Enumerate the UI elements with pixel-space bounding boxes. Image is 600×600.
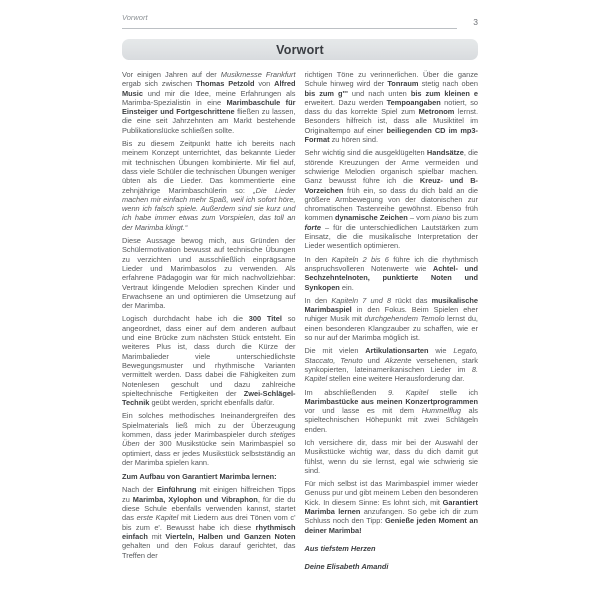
text-run: Marimbaschule für Einsteiger und Fortgeschrittene xyxy=(122,97,296,117)
paragraph xyxy=(122,485,296,559)
text-columns xyxy=(122,70,478,572)
text-run: Zum Aufbau von Garantiert Marimba lernen: xyxy=(122,472,277,482)
text-run: Hummelflug xyxy=(421,406,461,416)
paragraph xyxy=(305,255,479,292)
text-run: lernst du, einen besonderen Klangzauber zu schaffen, wie er so nur auf der Marimba möglich ist. xyxy=(304,314,478,343)
text-run: führe ich die rhythmisch anspruchsvolleren Notenwerte wie xyxy=(304,254,478,273)
text-run: Ich versichere dir, dass mir bei der Auswahl der Musikstücke wichtig war, dass du dich damit gut fühlst, wenn du sie lernst, egal wie schwierig sie sind. xyxy=(304,437,478,475)
text-run: stelle ich xyxy=(428,387,479,397)
text-run: gehalten und den Fokus darauf gerichtet, das Treffen der xyxy=(122,541,296,560)
text-run: Handsätze xyxy=(426,148,464,158)
running-header-rule xyxy=(122,7,457,29)
text-run: Akzente xyxy=(384,355,412,365)
paragraph xyxy=(122,411,296,467)
running-title: Vorwort xyxy=(122,13,148,22)
text-run: piano xyxy=(432,213,451,223)
text-run: Kreuz- und B-Vorzeichen xyxy=(304,176,478,195)
paragraph xyxy=(305,296,479,342)
text-run: rückt das xyxy=(391,295,432,305)
text-run: Thomas Petzold xyxy=(196,79,255,89)
text-run: beiliegenden CD im mp3-Format xyxy=(304,125,478,145)
text-run: wie xyxy=(428,346,454,356)
text-run: Deine Elisabeth Amandi xyxy=(304,562,389,572)
text-run: Diese Aussage bewog mich, aus Gründen der Schülermotivation bewusst auf technische Übungen zu verzichten und ausschließlich einprägsame Lieder und Marimbasolos zu verwenden. Als erfahrene Pädagogin war für mich nachvollziehbar: Vertraut klingende Melodien sprechen Kinder und Erwachsene an und optimieren die Umsetzung auf der Marimba. xyxy=(122,236,296,311)
text-run: Marimbastücke aus meinen Konzertprogrammen xyxy=(304,396,478,406)
text-run: Logisch durchdacht habe ich die xyxy=(122,314,249,324)
section-title: Vorwort xyxy=(276,42,324,57)
text-run: In den xyxy=(304,295,332,305)
text-run: stetiges Üben xyxy=(122,429,296,449)
text-run: 300 Titel xyxy=(248,314,282,324)
paragraph xyxy=(122,236,296,310)
text-run: bis zum xyxy=(450,213,478,223)
column-right xyxy=(305,70,479,572)
text-run: Tempoangaben xyxy=(386,97,441,107)
text-run: in den Fokus. Beim Spielen eher ruhiger Musik mit xyxy=(304,305,478,324)
text-run: In den xyxy=(304,254,332,264)
text-run: zu hören sind. xyxy=(329,135,379,145)
text-run: notiert, so dass du das korrekte Spiel zum xyxy=(304,97,479,117)
paragraph xyxy=(305,346,479,383)
section-title-bar xyxy=(122,39,478,60)
text-run: stellen eine weitere Herausforderung dar. xyxy=(327,374,465,384)
text-run: 8. Kapitel xyxy=(304,364,478,384)
text-run: forte xyxy=(304,222,321,232)
text-run: richtigen Töne zu verinnerlichen. Über die ganze Schule hinweg wird der xyxy=(304,70,478,89)
text-run: Legato, Staccato, Tenuto xyxy=(304,346,478,365)
paragraph xyxy=(122,314,296,407)
text-run: erweitert. Dazu werden xyxy=(304,97,387,107)
text-run: Zwei-Schlägel-Technik xyxy=(122,388,296,408)
text-run: stetig nach oben xyxy=(418,79,478,89)
text-run: Metronom xyxy=(418,107,455,117)
text-run: rhythmisch einfach xyxy=(122,522,296,541)
text-run: von xyxy=(254,79,275,89)
text-run: – vom xyxy=(407,213,433,223)
text-run: Vor einigen Jahren auf der xyxy=(122,70,221,79)
text-run: Vierteln, Halben und Ganzen Noten xyxy=(165,531,296,541)
signature-line xyxy=(305,562,479,571)
text-run: Aus tiefstem Herzen xyxy=(304,543,376,553)
text-run: Für mich selbst ist das Marimbaspiel immer wieder Genuss pur und gibt meinem Leben den besonderen Kick. In diesem Sinne: Es lohnt sich, mit xyxy=(304,479,478,507)
text-run: mit xyxy=(147,531,166,541)
text-run: ergab sich zwischen xyxy=(122,79,197,89)
text-run: früh ein, so dass du dich bald an die größere Armbewegung von der diatonischen zur chromatischen Tastenreihe gewöhnst. Ebenso früh kommen xyxy=(304,185,478,223)
text-run: und mir die Idee, meine Erfahrungen als Marimba-Spezialistin in eine xyxy=(122,88,296,107)
text-run: fließen zu lassen, die eine seit Jahrzehnten am Markt bestehende Publikationslücke schließen sollte. xyxy=(122,107,296,135)
text-run: Artikulationsarten xyxy=(365,346,429,356)
text-run: Kapiteln 7 und 8 xyxy=(331,295,392,305)
text-run: – für die unterschiedlichen Lautstärken zum Einsatz, die die musikalische Interpretation der Lieder wesentlich optimieren. xyxy=(304,222,478,251)
paragraph xyxy=(305,388,479,434)
page-number: 3 xyxy=(473,17,478,27)
paragraph xyxy=(122,139,296,232)
text-run: versehenen, stark synkopierten, lateinamerikanischen Lieder im xyxy=(304,355,478,374)
text-run: anzufangen. So gebe ich dir zum Schluss noch den Tipp: xyxy=(304,507,478,526)
text-run: vor und lasse es mit dem xyxy=(304,406,422,416)
paragraph xyxy=(122,70,296,135)
text-run: so angeordnet, dass einer auf dem anderen aufbaut und eine Brücke zum nächsten Stück entsteht. Ein weiteres Plus ist, dass durch die Kürze der Marimbalieder viele unterschiedlichste Bewegungsmuster und rhythmische Varianten vermittelt werden. Dass dabei die Fähigkeiten zum Notenlesen geschult und dazu zahlreiche spieltechnische Fertigkeiten der xyxy=(122,314,296,398)
text-run: Die mit vielen xyxy=(304,346,366,356)
text-run: Sehr wichtig sind die ausgeklügelten xyxy=(304,148,427,158)
section-heading xyxy=(122,472,296,481)
text-run: als spieltechnischen Höhepunkt mit zwei Schlägeln enden. xyxy=(304,406,478,434)
column-left xyxy=(122,70,296,572)
book-page xyxy=(122,0,478,572)
paragraph xyxy=(305,148,479,250)
text-run: Garantiert Marimba lernen xyxy=(304,497,478,517)
text-run: Kapiteln 2 bis 6 xyxy=(331,254,389,264)
text-run: mit einigen hilfreichen Tipps zu xyxy=(122,485,296,504)
running-header xyxy=(122,7,478,29)
text-run: Ein solches methodisches Ineinandergreifen des Spielmaterials ließ mich zu der Überzeugung kommen, dass jeder Marimbaspieler durch xyxy=(122,411,296,439)
text-run: Alfred Music xyxy=(122,79,296,98)
paragraph xyxy=(305,438,479,475)
signature-line xyxy=(305,544,479,553)
text-run: Bis zu diesem Zeitpunkt hatte ich bereits nach meinem Konzept unterrichtet, das bekannte Lieder mit technischen Übungen kombinierte. Mir fiel auf, dass viele Schüler die technischen Übungen weniger übten als die Lieder. Das kommentierte eine zehnjährige Marimbaschülerin so: xyxy=(122,139,296,195)
text-run: Achtel- und Sechzehntelnoten, punktierte Noten und Synkopen xyxy=(304,263,478,292)
text-run: bis zum kleinen e xyxy=(410,88,478,98)
text-run: , für die du diese Schule ebenfalls verwenden kannst, startet das xyxy=(122,494,296,523)
text-run: ein. xyxy=(339,282,354,292)
text-run: lernst. Besonders hilfreich ist, dass alle Musiktitel im Originaltempo auf einer xyxy=(304,107,478,135)
text-run: Nach der xyxy=(122,485,157,495)
text-run: Im abschließenden xyxy=(304,387,388,397)
text-run: dynamische Zeichen xyxy=(334,213,408,223)
text-run: geübt werden, spricht ebenfalls dafür. xyxy=(149,398,275,408)
text-run: Marimba, Xylophon und Vibraphon xyxy=(132,494,258,504)
text-run: Einführung xyxy=(156,485,197,495)
text-run: durchgehendem Temolo xyxy=(364,314,445,324)
text-run: , die störende Kreuzungen der Arme vermeiden und schwierige Melodien organisch spielbar machen. Ganz bewusst führe ich die xyxy=(304,148,478,186)
text-run: und xyxy=(362,355,385,365)
text-run: „Die Lieder machen mir einfach mehr Spaß, weil ich sofort höre, wenn ich falsch spiele. Außerdem sind sie kurz und ich habe immer etwas zum Vorspielen, das toll an der Marimba klingt.“ xyxy=(122,185,296,232)
text-run: erste Kapitel xyxy=(136,513,179,523)
text-run: 9. Kapitel xyxy=(387,387,429,397)
text-run: mit Liedern aus drei Tönen vom c' bis zum e'. Bewusst habe ich diese xyxy=(122,513,296,532)
text-run: Musikmesse Frankfurt xyxy=(220,70,296,79)
text-run: Tonraum xyxy=(387,79,419,89)
text-run: Genieße jeden Moment an deiner Marimba! xyxy=(304,516,478,535)
text-run: bis zum g''' xyxy=(304,88,348,98)
text-run: der 300 Musikstücke sein Marimbaspiel so optimiert, dass er jedes Musikstück selbstständig an der Marimba spielen kann. xyxy=(122,439,296,467)
text-run: und nach unten xyxy=(347,88,411,98)
paragraph xyxy=(305,479,479,535)
paragraph xyxy=(305,70,479,144)
text-run: musikalische Marimbaspiel xyxy=(304,295,479,315)
